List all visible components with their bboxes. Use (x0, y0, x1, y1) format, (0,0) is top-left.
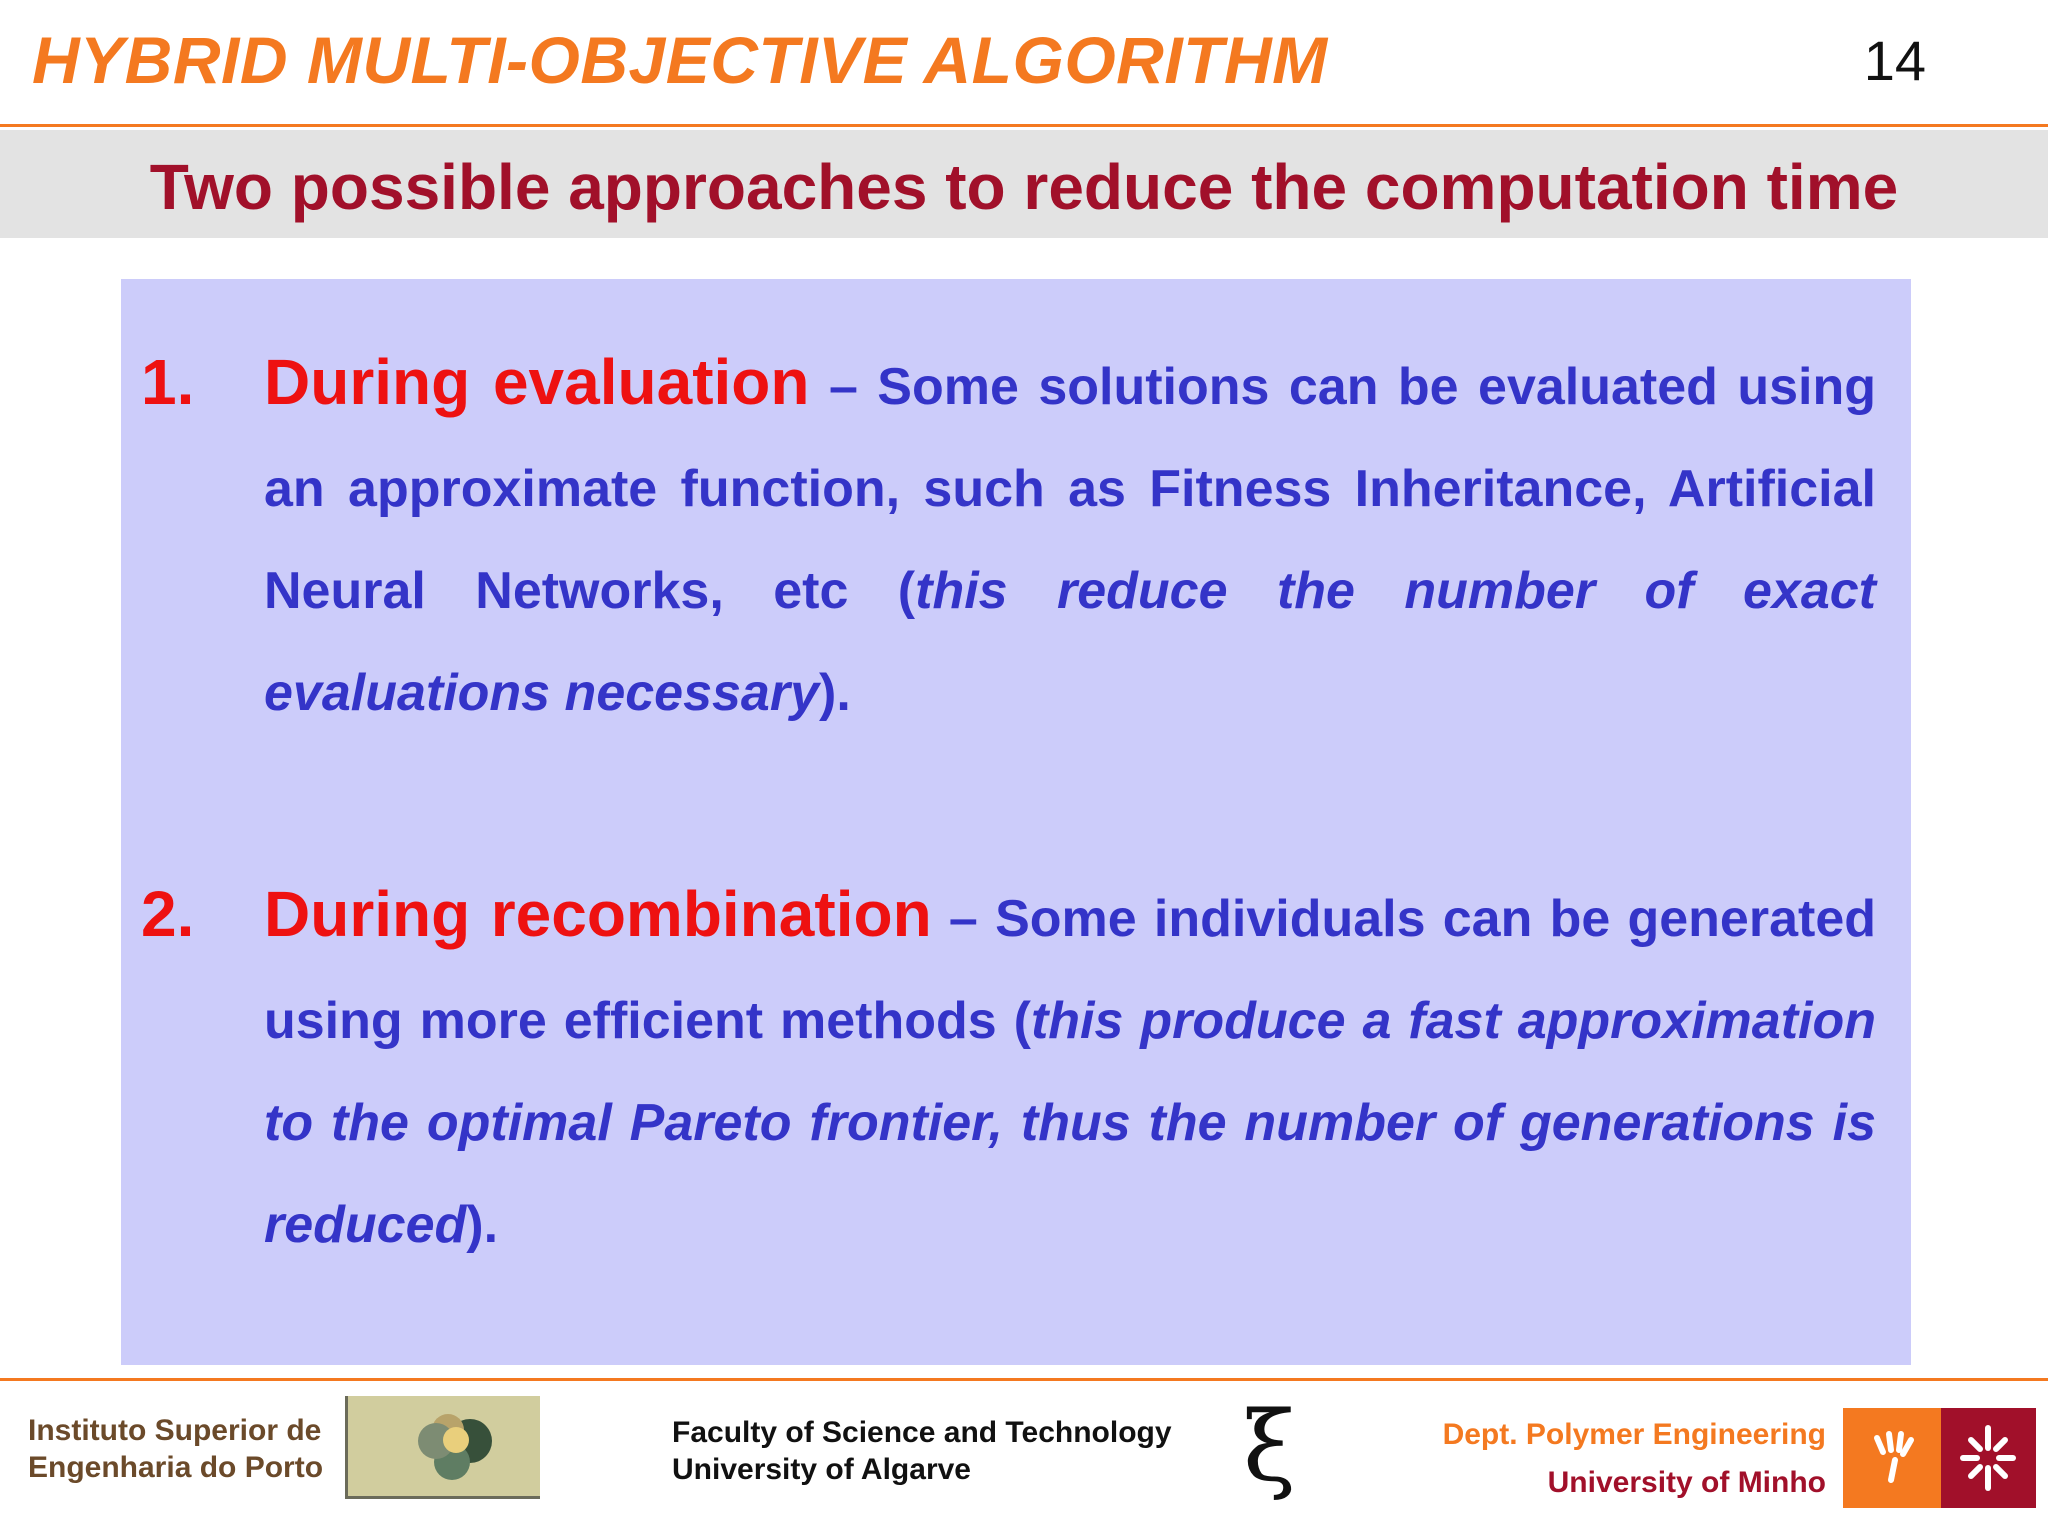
isep-emblem-icon (348, 1396, 540, 1496)
item-heading: During recombination (264, 878, 932, 950)
list-item-evaluation (141, 331, 1876, 744)
dept-name: Dept. Polymer Engineering (1442, 1418, 1826, 1451)
item-end: ). (466, 1196, 499, 1254)
fst-name (672, 1414, 1172, 1488)
isep-line-2: Engenharia do Porto (28, 1451, 324, 1484)
isep-name (28, 1412, 323, 1486)
isep-line-1: Instituto Superior de (28, 1414, 322, 1447)
xi-logo-icon: ξ (1243, 1391, 1296, 1503)
uminho-logo-right-icon (1941, 1408, 2036, 1508)
item-body: Some solutions can be evaluated using an approximate function, such as Fitness Inheritance, Artificial Neural Networks, etc ( (264, 358, 1877, 620)
item-text (264, 863, 1876, 1276)
page-number: 14 (1863, 29, 1926, 92)
top-divider (0, 124, 2048, 127)
bottom-divider (0, 1378, 2048, 1381)
slide-title: HYBRID MULTI-OBJECTIVE ALGORITHM (32, 23, 1328, 97)
item-number: 1. (141, 346, 195, 418)
content-box (121, 279, 1911, 1365)
fst-line-1: Faculty of Science and Technology (672, 1416, 1172, 1449)
fst-line-2: University of Algarve (672, 1453, 971, 1486)
item-end: ). (819, 664, 851, 722)
item-italic-note: this reduce the number of exact evaluations necessary (264, 562, 1876, 722)
item-text (264, 331, 1876, 744)
uminho-logo-left-icon (1843, 1408, 1941, 1508)
isep-logo (345, 1396, 540, 1499)
item-dash: – (948, 890, 978, 948)
item-body: Some individuals can be generated using more efficient methods ( (264, 890, 1877, 1050)
list-item-recombination (141, 863, 1876, 1276)
item-heading: During evaluation (264, 346, 810, 418)
slide-subtitle: Two possible approaches to reduce the computation time (149, 151, 1899, 223)
university-name: University of Minho (1547, 1466, 1826, 1499)
item-dash: – (828, 358, 858, 416)
item-italic-note: this produce a fast approximation to the optimal Pareto frontier, thus the number of generations is reduced (264, 992, 1876, 1254)
item-number: 2. (141, 878, 195, 950)
